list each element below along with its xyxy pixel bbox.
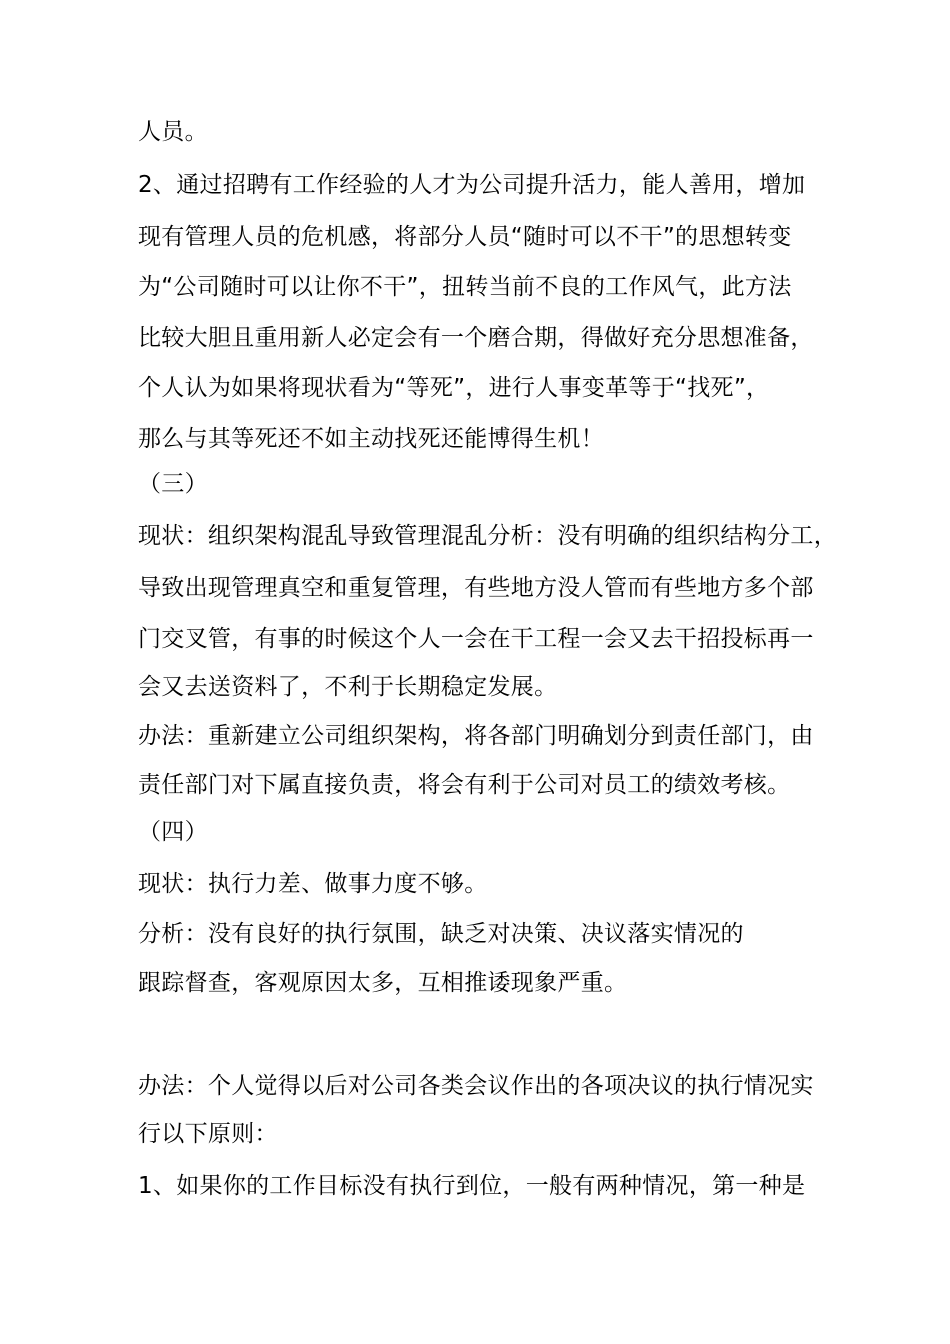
text-line: 办法：重新建立公司组织架构，将各部门明确划分到责任部门，由 [138,723,814,749]
text-line: 现有管理人员的危机感，将部分人员“随时可以不干”的思想转变 [138,224,792,250]
text-line: 会又去送资料了，不利于长期稳定发展。 [138,674,558,700]
text-line: 行以下原则： [138,1121,278,1147]
text-line: 1、如果你的工作目标没有执行到位，一般有两种情况，第一种是 [138,1173,806,1199]
text-line: 导致出现管理真空和重复管理，有些地方没人管而有些地方多个部 [138,575,814,601]
text-line: 人员。 [138,119,208,145]
text-line: 责任部门对下属直接负责，将会有利于公司对员工的绩效考核。 [138,772,791,798]
text-line: 那么与其等死还不如主动找死还能博得生机！ [138,426,604,452]
text-line: 比较大胆且重用新人必定会有一个磨合期，得做好充分思想准备， [138,325,814,351]
text-line: 分析：没有良好的执行氛围，缺乏对决策、决议落实情况的 [138,921,744,947]
text-line: 2、通过招聘有工作经验的人才为公司提升活力，能人善用，增加 [138,172,806,198]
text-line: 办法：个人觉得以后对公司各类会议作出的各项决议的执行情况实 [138,1073,814,1099]
text-line: 门交叉管，有事的时候这个人一会在干工程一会又去干招投标再一 [138,626,814,652]
text-line: 跟踪督查，客观原因太多，互相推诿现象严重。 [138,970,628,996]
section-heading: （四） [138,819,208,845]
text-line: 个人认为如果将现状看为“等死”，进行人事变革等于“找死”， [138,375,770,401]
text-line: 现状：组织架构混乱导致管理混乱分析：没有明确的组织结构分工， [138,523,837,549]
section-heading: （三） [138,471,208,497]
text-line: 现状：执行力差、做事力度不够。 [138,871,488,897]
text-line: 为“公司随时可以让你不干”，扭转当前不良的工作风气，此方法 [138,274,792,300]
